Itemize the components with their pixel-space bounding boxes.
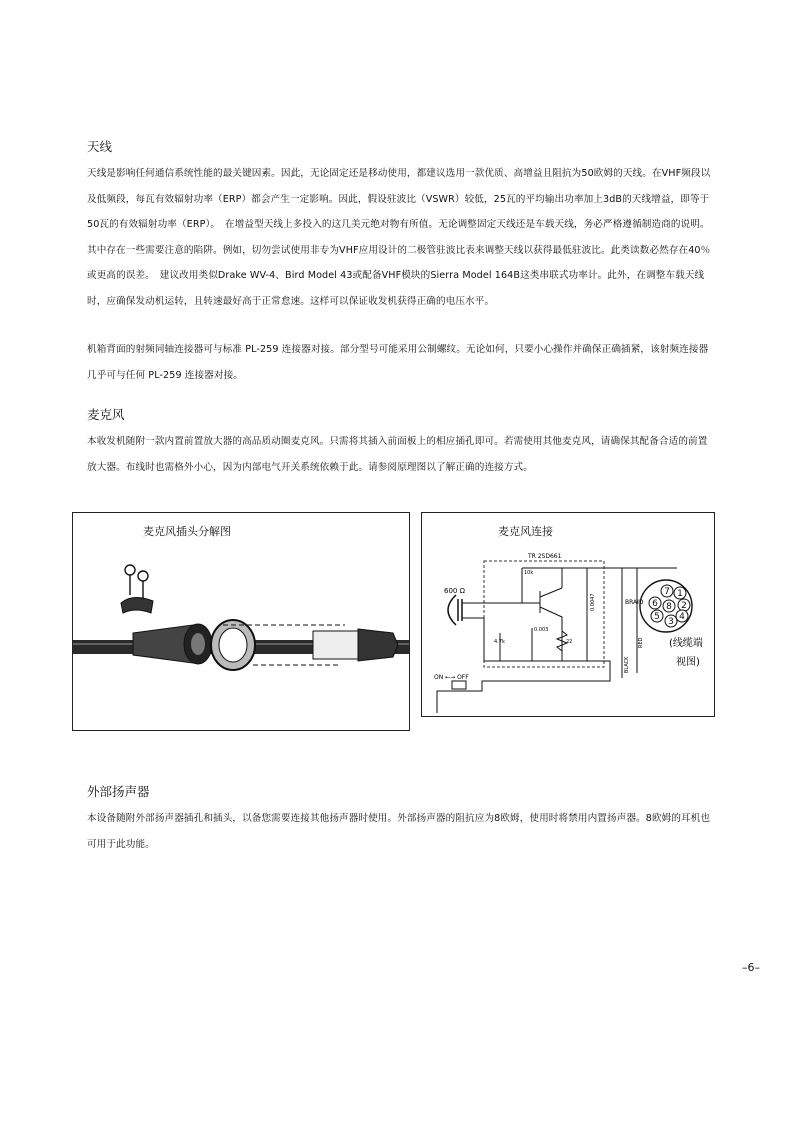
switch-label: ON ←→ OFF [434, 674, 469, 681]
page-number: –6– [742, 961, 760, 974]
pin-8: 8 [666, 602, 672, 612]
plug-illustration [73, 513, 409, 730]
figure-plug-title: 麦克风插头分解图 [143, 525, 231, 538]
r2-label: 4.7k [494, 639, 505, 645]
mic-capsule [448, 595, 456, 625]
pin-6: 6 [652, 599, 658, 609]
pin-2: 2 [681, 601, 687, 611]
figure-plug-exploded [72, 512, 410, 731]
c1-label: 0.003 [534, 627, 549, 633]
mic-schematic [422, 513, 714, 716]
mic-impedance: 600 Ω [444, 587, 465, 595]
pin-7: 7 [664, 587, 670, 597]
wire-braid: BRAID [625, 599, 644, 606]
antenna-paragraph-1: 天线是影响任何通信系统性能的最关键因素。因此，无论固定还是移动使用，都建议选用一款优质、高增益且阻抗为50欧姆的天线。在VHF频段以及低频段，每瓦有效辐射功率（ERP）都会产生一定影响。因此，假设驻波比（VSWR）较低，25瓦的平均输出功率加上3dB的天线增益，即等于50瓦的有效辐射功率（ERP）。 在增益型天线上多投入的这几美元绝对物有所值。无论调整固定天线还是车载天线，务必严格遵循制造商的说明。其中存在一些需要注意的陷阱。例如，切勿尝试使用非专为VHF应用设计的二极管驻波比表来调整天线以获得最低驻波比。此类读数必然存在40％或更高的误差。 建议改用类似Drake WV-4、Bird Model 43或配备VHF模块的Sierra Model 164B这类串联式功率计。此外，在调整车载天线时，应确保发动机运转，且转速最好高于正常怠速。这样可以保证收发机获得正确的电压水平。 [87, 168, 711, 307]
pin-3: 4 [679, 612, 685, 622]
microphone-paragraph: 本收发机随附一款内置前置放大器的高品质动圈麦克风。只需将其插入前面板上的相应插孔即可。若需使用其他麦克风，请确保其配备合适的前置放大器。布线时也需格外小心，因为内部电气开关系统依赖于此。请参阅原理图以了解正确的连接方式。 [87, 436, 708, 473]
heading-speaker: 外部扬声器 [87, 784, 150, 799]
figure-mic-connection [421, 512, 715, 717]
c2-label: 0.0047 [590, 593, 596, 611]
transistor-label: TR 2SD661 [528, 553, 562, 560]
r1-label: 10k [524, 570, 534, 576]
heading-antenna: 天线 [87, 139, 113, 154]
r3-label: 22 [566, 639, 573, 645]
pin-1: 1 [677, 589, 683, 599]
figure-mic-title: 麦克风连接 [498, 525, 553, 538]
pin-5: 5 [654, 612, 660, 622]
speaker-paragraph: 本设备随附外部扬声器插孔和插头，以备您需要连接其他扬声器时使用。外部扬声器的阻抗应为8欧姆，使用时将禁用内置扬声器。8欧姆的耳机也可用于此功能。 [87, 813, 711, 850]
wire-red: RED [638, 637, 644, 648]
pin-4: 3 [668, 617, 674, 627]
cable-note-2: 视图) [676, 657, 700, 668]
preamp-enclosure [484, 561, 604, 667]
wire-black: BLACK [624, 656, 630, 673]
antenna-paragraph-2: 机箱背面的射频同轴连接器可与标准 PL-259 连接器对接。部分型号可能采用公制螺纹。无论如何，只要小心操作并确保正确插紧，该射频连接器几乎可与任何 PL-259 连接器对接。 [87, 344, 709, 381]
cable-note-1: (线缆端 [669, 638, 703, 649]
heading-microphone: 麦克风 [87, 407, 125, 422]
